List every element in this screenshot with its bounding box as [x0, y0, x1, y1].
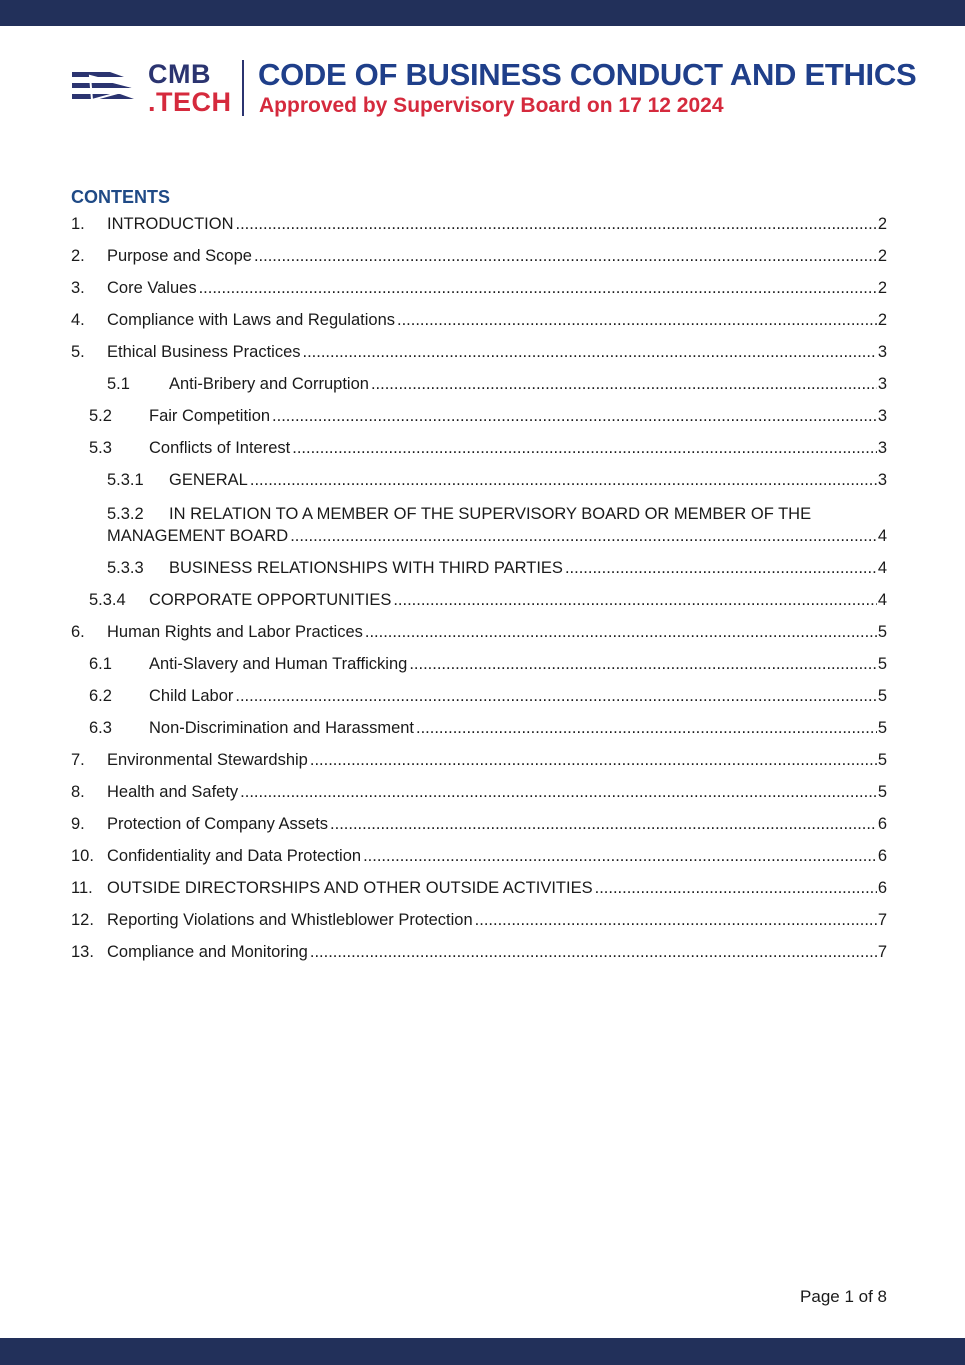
toc-label-continued: MANAGEMENT BOARD — [107, 527, 289, 545]
toc-label: Purpose and Scope — [107, 247, 252, 265]
toc-number: 5.3.4 — [89, 591, 126, 609]
toc-entry[interactable] — [71, 910, 887, 942]
toc-page: 2 — [877, 279, 887, 297]
toc-leader — [235, 686, 876, 706]
toc-label: Ethical Business Practices — [107, 343, 301, 361]
toc-label: Protection of Company Assets — [107, 815, 329, 833]
toc-label: IN RELATION TO A MEMBER OF THE SUPERVISORY BOARD OR MEMBER OF THE — [169, 505, 812, 523]
toc-entry[interactable] — [71, 438, 887, 470]
toc-page: 3 — [877, 375, 887, 393]
toc-number: 5.3.2 — [107, 505, 144, 523]
toc-leader — [236, 214, 877, 234]
toc-number: 13. — [71, 943, 94, 961]
toc-number: 4. — [71, 311, 85, 329]
header-divider — [242, 60, 244, 116]
toc-entry[interactable] — [71, 718, 887, 750]
toc-page: 5 — [877, 783, 887, 801]
toc-number: 5. — [71, 343, 85, 361]
toc-label: Reporting Violations and Whistleblower Protection — [107, 911, 473, 929]
toc-leader — [397, 310, 877, 330]
toc-entry[interactable] — [71, 942, 887, 974]
toc-leader — [272, 406, 877, 426]
toc-page: 6 — [877, 847, 887, 865]
toc-entry[interactable] — [71, 406, 887, 438]
toc-leader — [416, 718, 877, 738]
toc-entry[interactable] — [71, 750, 887, 782]
toc-entry[interactable] — [71, 878, 887, 910]
toc-label: Conflicts of Interest — [149, 439, 291, 457]
contents-heading: CONTENTS — [71, 187, 170, 207]
table-of-contents — [71, 214, 887, 974]
toc-number: 6.2 — [89, 687, 112, 705]
toc-leader — [199, 278, 877, 298]
toc-page: 3 — [877, 471, 887, 489]
toc-label: Fair Competition — [149, 407, 271, 425]
toc-leader — [240, 782, 877, 802]
toc-leader — [330, 814, 877, 834]
toc-page: 4 — [877, 591, 887, 609]
toc-leader — [371, 374, 877, 394]
toc-label: Non-Discrimination and Harassment — [149, 719, 415, 737]
toc-leader — [565, 558, 877, 578]
toc-page: 5 — [877, 655, 887, 673]
toc-label: Health and Safety — [107, 783, 239, 801]
toc-entry[interactable] — [71, 558, 887, 590]
cmb-tech-logo-icon — [70, 68, 136, 108]
toc-number: 5.3 — [89, 439, 112, 457]
toc-page: 5 — [877, 719, 887, 737]
toc-entry[interactable] — [71, 278, 887, 310]
toc-number: 9. — [71, 815, 85, 833]
logo-wordmark — [148, 60, 232, 116]
document-title: CODE OF BUSINESS CONDUCT AND ETHICS — [258, 57, 917, 92]
toc-page: 3 — [877, 439, 887, 457]
toc-page: 3 — [877, 343, 887, 361]
toc-entry[interactable] — [71, 654, 887, 686]
toc-leader — [290, 526, 877, 546]
toc-label: BUSINESS RELATIONSHIPS WITH THIRD PARTIES — [169, 559, 563, 577]
toc-entry[interactable] — [71, 470, 887, 502]
toc-number: 5.2 — [89, 407, 112, 425]
toc-number: 5.3.1 — [107, 471, 144, 489]
bottom-bar — [0, 1338, 965, 1365]
toc-page: 5 — [877, 623, 887, 641]
toc-leader — [303, 342, 877, 362]
toc-page: 5 — [877, 751, 887, 769]
toc-label: Compliance and Monitoring — [107, 943, 308, 961]
toc-entry[interactable] — [71, 782, 887, 814]
toc-page: 2 — [877, 247, 887, 265]
toc-label: INTRODUCTION — [107, 215, 234, 233]
toc-number: 2. — [71, 247, 85, 265]
toc-leader — [254, 246, 877, 266]
toc-label: Anti-Bribery and Corruption — [169, 375, 369, 393]
toc-leader — [475, 910, 877, 930]
toc-page: 7 — [877, 911, 887, 929]
toc-label: OUTSIDE DIRECTORSHIPS AND OTHER OUTSIDE ACTIVITIES — [107, 879, 593, 897]
toc-leader — [409, 654, 877, 674]
document-header — [70, 58, 950, 120]
toc-label: CORPORATE OPPORTUNITIES — [149, 591, 392, 609]
toc-entry[interactable] — [71, 686, 887, 718]
toc-number: 8. — [71, 783, 85, 801]
toc-number: 7. — [71, 751, 85, 769]
toc-number: 10. — [71, 847, 94, 865]
logo-line-1: CMB — [148, 59, 211, 89]
top-bar — [0, 0, 965, 26]
toc-page: 6 — [877, 879, 887, 897]
toc-leader — [365, 622, 877, 642]
toc-number: 6. — [71, 623, 85, 641]
toc-entry[interactable] — [71, 342, 887, 374]
toc-entry[interactable] — [71, 622, 887, 654]
toc-page: 6 — [877, 815, 887, 833]
toc-page: 3 — [877, 407, 887, 425]
toc-leader — [595, 878, 877, 898]
page-number: Page 1 of 8 — [800, 1287, 887, 1306]
toc-leader — [310, 750, 877, 770]
toc-entry[interactable] — [71, 374, 887, 406]
toc-number: 5.3.3 — [107, 559, 144, 577]
toc-leader — [310, 942, 877, 962]
toc-page: 4 — [877, 559, 887, 577]
toc-entry[interactable] — [71, 246, 887, 278]
toc-number: 6.3 — [89, 719, 112, 737]
toc-label: Confidentiality and Data Protection — [107, 847, 362, 865]
document-subtitle: Approved by Supervisory Board on 17 12 2024 — [259, 94, 724, 117]
toc-number: 3. — [71, 279, 85, 297]
toc-number: 5.1 — [107, 375, 130, 393]
toc-entry[interactable] — [71, 590, 887, 622]
toc-entry[interactable] — [71, 214, 887, 246]
logo-line-2: .TECH — [148, 87, 232, 117]
toc-page: 2 — [877, 215, 887, 233]
toc-entry[interactable] — [71, 814, 887, 846]
toc-number: 11. — [71, 879, 93, 897]
toc-label: Compliance with Laws and Regulations — [107, 311, 395, 329]
toc-entry[interactable] — [71, 502, 887, 558]
toc-leader — [292, 438, 877, 458]
toc-leader — [393, 590, 876, 610]
toc-number: 1. — [71, 215, 85, 233]
toc-number: 6.1 — [89, 655, 112, 673]
toc-page: 5 — [877, 687, 887, 705]
toc-leader — [363, 846, 877, 866]
toc-page: 7 — [877, 943, 887, 961]
toc-label: Anti-Slavery and Human Trafficking — [149, 655, 408, 673]
toc-label: Human Rights and Labor Practices — [107, 623, 363, 641]
toc-entry[interactable] — [71, 310, 887, 342]
toc-label: Core Values — [107, 279, 197, 297]
toc-page: 4 — [877, 527, 887, 545]
toc-page: 2 — [877, 311, 887, 329]
toc-leader — [250, 470, 877, 490]
toc-label: GENERAL — [169, 471, 248, 489]
toc-label: Environmental Stewardship — [107, 751, 308, 769]
toc-number: 12. — [71, 911, 94, 929]
toc-label: Child Labor — [149, 687, 234, 705]
toc-entry[interactable] — [71, 846, 887, 878]
